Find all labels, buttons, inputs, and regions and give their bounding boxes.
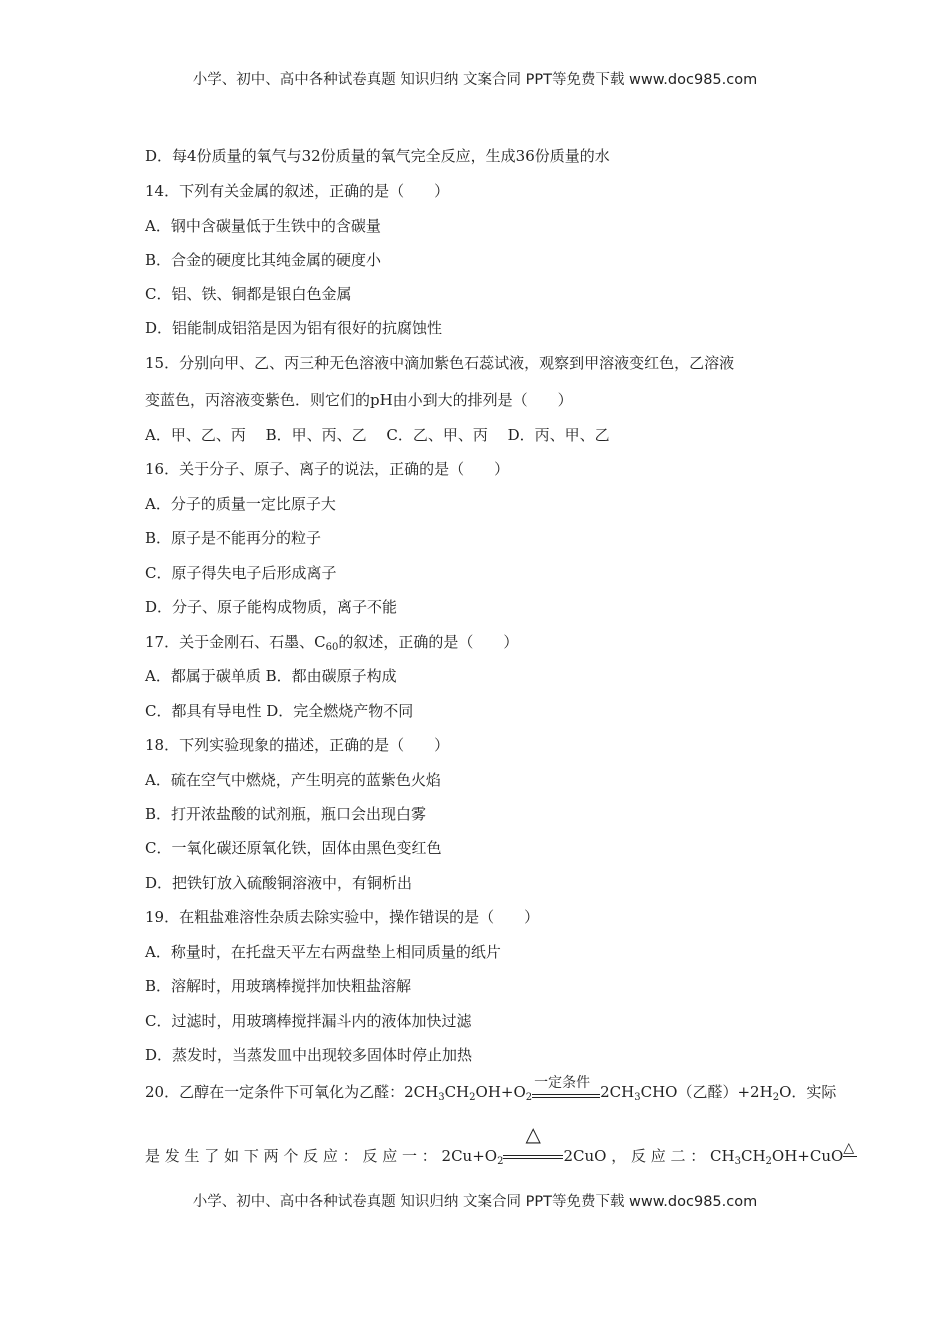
heating-condition-arrow-small: [843, 1142, 857, 1166]
page-footer: 小学、初中、高中各种试卷真题 知识归纳 文案合同 PPT等免费下载 www.doc985.com: [192, 1194, 758, 1210]
q14-option-b: B．合金的硬度比其纯金属的硬度小: [145, 251, 382, 269]
q17-stem-pre: 17．关于金刚石、石墨、C: [145, 633, 326, 651]
q17-stem-post: 的叙述，正确的是（ ）: [338, 633, 519, 651]
heat-triangle-icon: △: [525, 1122, 541, 1146]
q20-text: OH+O: [475, 1083, 526, 1101]
q18-option-c: C．一氧化碳还原氧化铁，固体由黑色变红色: [145, 839, 442, 857]
equals-line: [503, 1158, 563, 1159]
q20-subscript: 2: [765, 1156, 772, 1167]
q20-subscript: 2: [497, 1156, 504, 1167]
q19-option-a: A．称量时，在托盘天平左右两盘垫上相同质量的纸片: [145, 943, 501, 961]
q18-stem: 18．下列实验现象的描述，正确的是（ ）: [145, 736, 450, 754]
q20-text: 2CuO ， 反 应 二 ： CH: [563, 1147, 735, 1165]
q20-subscript: 2: [525, 1092, 533, 1103]
q17-subscript: 60: [325, 642, 339, 653]
q14-option-c: C．铝、铁、铜都是银白色金属: [145, 285, 352, 303]
equals-line: [843, 1156, 857, 1157]
q19-option-d: D．蒸发时，当蒸发皿中出现较多固体时停止加热: [145, 1046, 473, 1064]
q20-text: 2CH: [600, 1083, 635, 1101]
q20-subscript: 3: [438, 1092, 445, 1103]
q19-stem: 19．在粗盐难溶性杂质去除实验中，操作错误的是（ ）: [145, 908, 540, 926]
q16-option-d: D．分子、原子能构成物质，离子不能: [145, 598, 398, 616]
q18-option-b: B．打开浓盐酸的试剂瓶，瓶口会出现白雾: [145, 805, 427, 823]
reaction-condition-arrow: [532, 1075, 600, 1101]
q18-option-d: D．把铁钉放入硫酸铜溶液中，有铜析出: [145, 874, 413, 892]
q20-text: 是 发 生 了 如 下 两 个 反 应 ： 反 应 一 ： 2Cu+O: [145, 1147, 498, 1165]
q16-option-a: A．分子的质量一定比原子大: [145, 495, 336, 513]
q20-subscript: 3: [634, 1092, 641, 1103]
page-header: 小学、初中、高中各种试卷真题 知识归纳 文案合同 PPT等免费下载 www.doc985.com: [192, 72, 758, 88]
q19-option-c: C．过滤时，用玻璃棒搅拌漏斗内的液体加快过滤: [145, 1012, 472, 1030]
equals-line: [503, 1155, 563, 1156]
q14-option-d: D．铝能制成铝箔是因为铝有很好的抗腐蚀性: [145, 319, 443, 337]
q20-line2: [145, 1122, 857, 1172]
q20-text: CH: [740, 1147, 766, 1165]
q17-stem: [145, 632, 518, 658]
q20-text: CH: [444, 1083, 470, 1101]
q19-option-b: B．溶解时，用玻璃棒搅拌加快粗盐溶解: [145, 977, 412, 995]
q16-stem: 16．关于分子、原子、离子的说法，正确的是（ ）: [145, 460, 510, 478]
reaction-condition-label: 一定条件: [534, 1075, 591, 1091]
q20-text: 20．乙醇在一定条件下可氧化为乙醛：2CH: [145, 1083, 439, 1101]
q16-option-c: C．原子得失电子后形成离子: [145, 564, 337, 582]
q13-option-d: D．每4份质量的氧气与32份质量的氧气完全反应，生成36份质量的水: [145, 147, 610, 165]
q20-line1: [145, 1075, 837, 1108]
q17-options-cd: C．都具有导电性 D．完全燃烧产物不同: [145, 702, 414, 720]
q16-option-b: B．原子是不能再分的粒子: [145, 529, 322, 547]
q20-subscript: 2: [469, 1092, 476, 1103]
q15-stem-line1: 15．分别向甲、乙、丙三种无色溶液中滴加紫色石蕊试液，观察到甲溶液变红色，乙溶液: [145, 354, 735, 372]
equals-line: [532, 1094, 600, 1095]
q20-text: CHO（乙醛）+2H: [640, 1083, 773, 1101]
equals-line: [532, 1097, 600, 1098]
q20-subscript: 3: [734, 1156, 741, 1167]
heating-condition-arrow: [503, 1122, 563, 1166]
heat-triangle-icon: △: [843, 1140, 855, 1156]
q15-stem-line2: 变蓝色，丙溶液变紫色．则它们的pH由小到大的排列是（ ）: [145, 391, 573, 409]
q14-stem: 14．下列有关金属的叙述，正确的是（ ）: [145, 182, 450, 200]
q20-text: OH+CuO: [771, 1147, 844, 1165]
q20-text: O．实际: [779, 1083, 837, 1101]
q15-options: A．甲、乙、丙 B．甲、丙、乙 C．乙、甲、丙 D．丙、甲、乙: [145, 426, 610, 444]
q20-subscript: 2: [772, 1092, 780, 1103]
q14-option-a: A．钢中含碳量低于生铁中的含碳量: [145, 217, 381, 235]
q18-option-a: A．硫在空气中燃烧，产生明亮的蓝紫色火焰: [145, 771, 441, 789]
q17-options-ab: A．都属于碳单质 B．都由碳原子构成: [145, 667, 397, 685]
